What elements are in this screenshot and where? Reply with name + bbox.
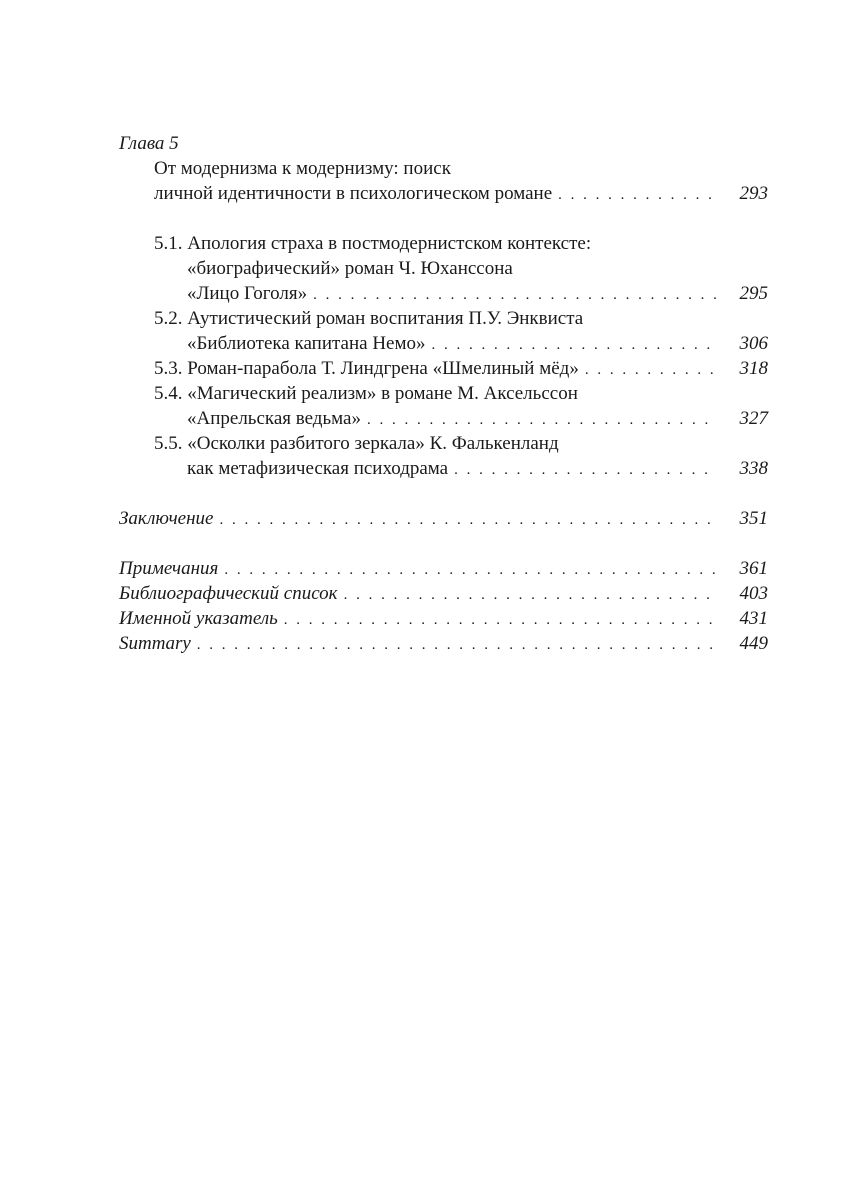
page-number: 361 bbox=[739, 558, 768, 579]
page-number: 449 bbox=[739, 633, 768, 654]
section-5-1-line1: 5.1. Апология страха в постмодернистском контексте: bbox=[154, 233, 592, 254]
section-5-4-line1: 5.4. «Магический реализм» в романе М. Аксельссон bbox=[154, 383, 578, 404]
toc-entry-5-4[interactable] bbox=[187, 406, 768, 431]
page-number: 306 bbox=[739, 333, 768, 354]
toc-entry-summary[interactable] bbox=[119, 631, 768, 656]
leader-dots bbox=[454, 458, 716, 483]
notes-title: Примечания bbox=[119, 558, 219, 579]
section-5-3-line1: 5.3. Роман-парабола Т. Линдгрена «Шмелиный мёд» bbox=[154, 358, 579, 379]
section-5-5-line2: как метафизическая психодрама bbox=[187, 458, 449, 479]
toc-entry-notes[interactable] bbox=[119, 556, 768, 581]
section-5-5-line1: 5.5. «Осколки разбитого зеркала» К. Фалькенланд bbox=[154, 433, 559, 454]
page-number: 403 bbox=[739, 583, 768, 604]
page-number: 293 bbox=[739, 183, 768, 204]
page-number: 327 bbox=[739, 408, 768, 429]
leader-dots bbox=[224, 558, 716, 583]
section-5-2-line2: «Библиотека капитана Немо» bbox=[187, 333, 426, 354]
toc-entry-5-3[interactable] bbox=[154, 356, 768, 381]
section-5-1-line2: «биографический» роман Ч. Юханссона bbox=[187, 258, 513, 279]
leader-dots bbox=[432, 333, 717, 358]
section-5-4-line2: «Апрельская ведьма» bbox=[187, 408, 361, 429]
chapter-heading: Глава 5 bbox=[119, 133, 179, 154]
leader-dots bbox=[284, 608, 716, 633]
page-number: 318 bbox=[739, 358, 768, 379]
chapter-title-line1: От модернизма к модернизму: поиск bbox=[154, 158, 451, 179]
leader-dots bbox=[197, 633, 716, 658]
section-5-2-line1: 5.2. Аутистический роман воспитания П.У. Энквиста bbox=[154, 308, 584, 329]
leader-dots bbox=[558, 183, 716, 208]
toc-entry-bibliography[interactable] bbox=[119, 581, 768, 606]
section-5-1-line3: «Лицо Гоголя» bbox=[187, 283, 308, 304]
toc-entry-5-2[interactable] bbox=[187, 331, 768, 356]
toc-entry-5-5[interactable] bbox=[187, 456, 768, 481]
toc-entry-5-1[interactable] bbox=[187, 281, 768, 306]
toc-entry-chapter[interactable] bbox=[154, 181, 768, 206]
conclusion-title: Заключение bbox=[119, 508, 214, 529]
page-number: 351 bbox=[739, 508, 768, 529]
page-number: 338 bbox=[739, 458, 768, 479]
bibliography-title: Библиографический список bbox=[119, 583, 338, 604]
leader-dots bbox=[219, 508, 716, 533]
leader-dots bbox=[585, 358, 716, 383]
page-number: 295 bbox=[739, 283, 768, 304]
page-number: 431 bbox=[739, 608, 768, 629]
leader-dots bbox=[313, 283, 716, 308]
chapter-title-line2: личной идентичности в психологическом романе bbox=[154, 183, 553, 204]
leader-dots bbox=[344, 583, 716, 608]
summary-title: Summary bbox=[119, 633, 191, 654]
leader-dots bbox=[367, 408, 716, 433]
toc-entry-conclusion[interactable] bbox=[119, 506, 768, 531]
toc-entry-name-index[interactable] bbox=[119, 606, 768, 631]
name-index-title: Именной указатель bbox=[119, 608, 278, 629]
